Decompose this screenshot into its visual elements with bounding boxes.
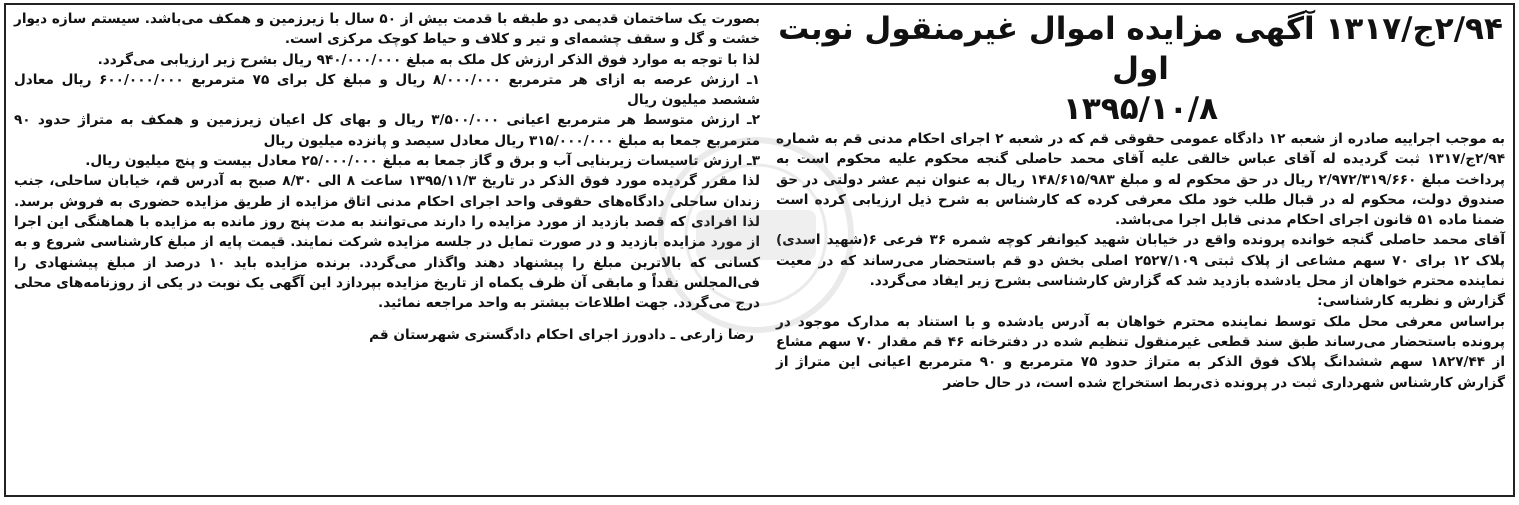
report-text: براساس معرفی محل ملک توسط نماینده محترم خواهان به آدرس یادشده و با استناد به مدارک موجود در پرونده باستحضار می‌رساند طبق سند قطعی غیرمنقول تنظیم شده در دفترخانه ۴۶ قم مقدار ۷۰ سهم مشاع از ۱۸۲۷/۴۴ سهم ششدانگ پلاک فوق الذکر به متراژ حدود ۷۵ مترمربع و ۹۰ مترمربع اعیانی این متراژ از گزارش کارشناس شهرداری ثبت در پرونده ذی‌ربط استخراج شده است، در حال حاضر — [776, 313, 1506, 391]
notice-paragraph: بصورت یک ساختمان قدیمی دو طبقه با قدمت بیش از ۵۰ سال با زیرزمین و همکف می‌باشد. سیستم سازه دیوار خشت و گل و سقف چشمه‌ای و تیر و کلاف و حیاط کوچک مرکزی است. — [14, 11, 760, 48]
auction-notice — [4, 3, 1515, 497]
valuation-item: ۳ـ ارزش تاسیسات زیربنایی آب و برق و گاز جمعا به مبلغ ۲۵/۰۰۰/۰۰۰ معادل بیست و پنج میلیون ریال. — [85, 153, 760, 170]
notice-left-column — [6, 5, 768, 495]
notice-title: ۲/۹۴ج/۱۳۱۷ آگهی مزایده اموال غیرمنقول نوبت اول — [778, 11, 1503, 87]
notice-paragraph: لذا مقرر گردیده مورد فوق الذکر در تاریخ ۱۳۹۵/۱۱/۳ ساعت ۸ الی ۸/۳۰ صبح به آدرس قم، خیابان ساحلی، جنب زندان ساحلی دادگاه‌های حقوقی واحد اجرای احکام مدنی اتاق مزایده از طریق مزایده حضوری به فروش برسد. لذا افرادی که قصد بازدید از مورد مزایده را دارند می‌توانند به مدت پنج روز مانده به مزایده با هماهنگی این اجرا از مورد مزایده بازدید و در صورت تمایل در جلسه مزایده شرکت نمایند. قیمت پایه از مبلغ کارشناسی شروع و به کسانی که بالاترین مبلغ را پیشنهاد دهند واگذار می‌گردد. برنده مزایده باید ۱۰ درصد از مبلغ پیشنهادی را فی‌المجلس نقداً و مابقی آن ظرف یکماه از تاریخ مزایده بپردازد این آگهی یک نوبت در یکی از روزنامه‌های محلی درج می‌گردد. جهت اطلاعات بیشتر به واحد مراجعه نمائید. — [14, 173, 761, 312]
signature: رضا زارعی ـ دادورز اجرای احکام دادگستری شهرستان قم — [369, 327, 754, 344]
notice-date: ۱۳۹۵/۱۰/۸ — [1062, 91, 1219, 127]
valuation-item: ۱ـ ارزش عرصه به ازای هر مترمربع ۸/۰۰۰/۰۰۰ ریال و مبلغ کل برای ۷۵ مترمربع ۶۰۰/۰۰۰/۰۰۰ ریال معادل ششصد میلیون ریال — [14, 71, 761, 109]
notice-paragraph: آقای محمد حاصلی گنجه خوانده پرونده واقع در خیابان شهید کیوانفر کوچه شمره ۳۶ فرعی ۶(شهید اسدی) پلاک ۱۲ برای ۷۰ سهم مشاعی از پلاک ثبتی ۲۵۲۷/۱۰۹ اصلی بخش دو قم باستحضار می‌رساند که در معیت نماینده محترم خواهان از محل یادشده بازدید شد که گزارش کارشناسی بشرح زیر ایفاد می‌گردد. — [776, 232, 1506, 290]
valuation-item: ۲ـ ارزش متوسط هر مترمربع اعیانی ۳/۵۰۰/۰۰۰ ریال و بهای کل اعیان زیرزمین و همکف به متراژ حدود ۹۰ مترمربع جمعا به مبلغ ۳۱۵/۰۰۰/۰۰۰ ریال معادل سیصد و پانزده میلیون ریال — [14, 112, 761, 149]
notice-paragraph: لذا با توجه به موارد فوق الذکر ارزش کل ملک به مبلغ ۹۴۰/۰۰۰/۰۰۰ ریال بشرح زیر ارزیابی می‌گردد. — [97, 51, 760, 68]
report-heading: گزارش و نظریه کارشناسی: — [1317, 293, 1505, 310]
notice-paragraph: به موجب اجراییه صادره از شعبه ۱۲ دادگاه عمومی حقوقی قم که در شعبه ۲ اجرای احکام مدنی قم به شماره ۲/۹۴ج/۱۳۱۷ ثبت گردیده له آقای عباس خالقی علیه آقای محمد حاصلی گنجه محکوم علیه محکوم است به پرداخت مبلغ ۲/۹۷۲/۳۱۹/۶۶۰ ریال در حق محکوم له و مبلغ ۱۴۸/۶۱۵/۹۸۳ ریال به عنوان نیم عشر دولتی در حق صندوق دولت، محکوم له در قبال طلب خود ملک معرفی کرده که کارشناس به شرح ذیل ارزیابی کرده است ضمنا ماده ۵۱ قانون اجرای احکام مدنی قابل اجرا می‌باشد. — [776, 131, 1506, 229]
notice-right-column — [768, 5, 1513, 495]
